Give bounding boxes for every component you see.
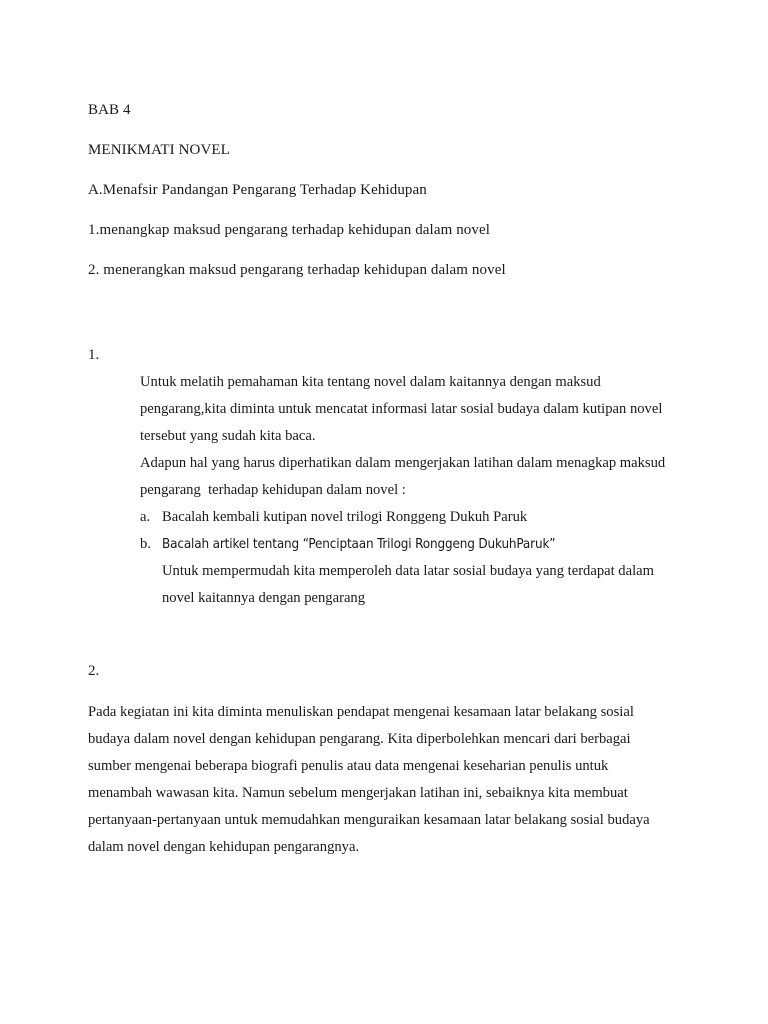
objective-item-1: 1.menangkap maksud pengarang terhadap kehidupan dalam novel [88,222,491,238]
section-one-line: pengarang terhadap kehidupan dalam novel : [140,482,406,498]
section-two-line: dalam novel dengan kehidupan pengarangnya. [88,839,360,855]
list-item [140,531,688,612]
section-two-line: Pada kegiatan ini kita diminta menuliskan pendapat mengenai kesamaan latar belakang sosial [88,704,634,720]
objective-item-2: 2. menerangkan maksud pengarang terhadap kehidupan dalam novel [88,262,506,278]
chapter-label: BAB 4 [88,102,131,118]
spacer [88,685,688,699]
spacer [88,290,688,342]
section-one-line: Untuk melatih pemahaman kita tentang novel dalam kaitannya dengan maksud [140,374,601,390]
list-item-text: Bacalah artikel tentang “Penciptaan Trilogi Ronggeng DukuhParuk” [162,537,556,552]
document-title: MENIKMATI NOVEL [88,142,230,158]
section-two-marker: 2. [88,663,100,679]
list-item [140,504,688,531]
section-one-body [88,369,688,612]
list-item-marker: a. [140,509,151,525]
section-two-line: budaya dalam novel dengan kehidupan pengarang. Kita diperbolehkan mencari dari berbagai [88,731,631,747]
list-item-continuation: novel kaitannya dengan pengarang [162,590,366,606]
list-item-continuation: Untuk mempermudah kita memperoleh data latar sosial budaya yang terdapat dalam [162,563,654,579]
spacer [88,612,688,658]
list-item-text: Bacalah kembali kutipan novel trilogi Ronggeng Dukuh Paruk [162,509,528,525]
section-two-body [88,699,688,861]
heading-block [88,90,688,290]
section-one-line: Adapun hal yang harus diperhatikan dalam mengerjakan latihan dalam menagkap maksud [140,455,666,471]
lettered-list [140,504,688,612]
section-a-heading: A.Menafsir Pandangan Pengarang Terhadap Kehidupan [88,182,427,198]
section-two-line: sumber mengenai beberapa biografi penulis atau data mengenai keseharian penulis untuk [88,758,609,774]
list-item-marker: b. [140,536,151,552]
section-one-marker: 1. [88,347,100,363]
section-two [88,658,688,861]
section-one-line: tersebut yang sudah kita baca. [140,428,316,444]
section-one-line: pengarang,kita diminta untuk mencatat informasi latar sosial budaya dalam kutipan novel [140,401,663,417]
section-two-line: pertanyaan-pertanyaan untuk memudahkan menguraikan kesamaan latar belakang sosial budaya [88,812,650,828]
section-one [88,342,688,612]
section-two-line: menambah wawasan kita. Namun sebelum mengerjakan latihan ini, sebaiknya kita membuat [88,785,628,801]
document-content [88,90,688,861]
